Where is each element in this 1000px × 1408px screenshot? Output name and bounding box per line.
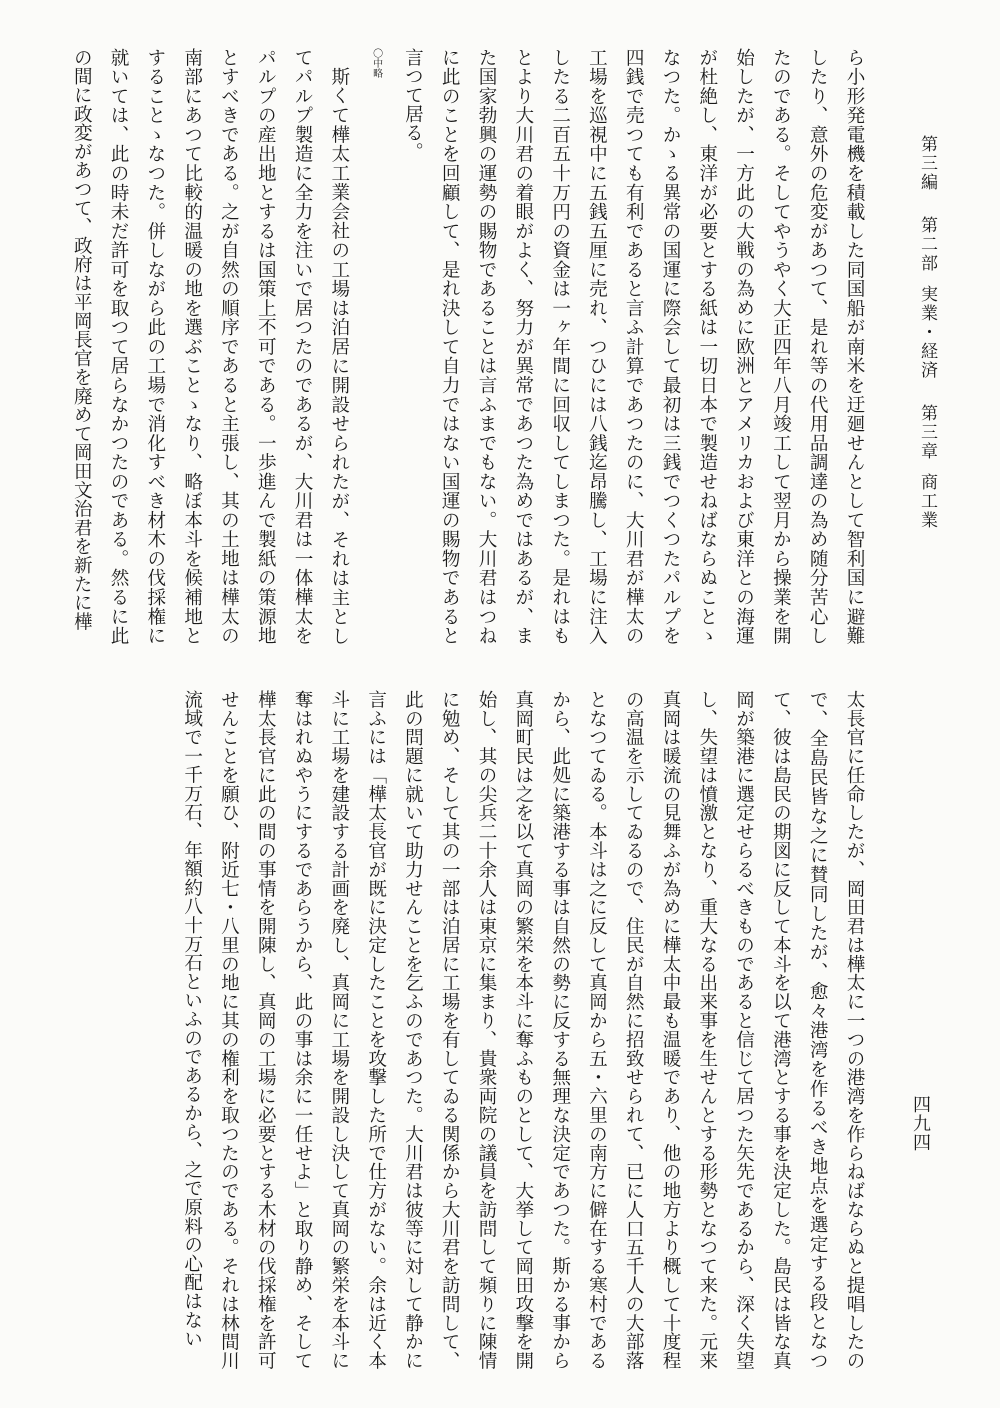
header-chapter: 第三章	[917, 404, 937, 461]
paragraph: 斯くて樺太工業会社の工場は泊居に開設せられたが、それは主としてパルプ製造に全力を注いで居つたのであるが、大川君は一体樺太をパルプの産出地とするは国策上不可である。一歩進んで製紙の策源地とすべきである。之が自然の順序であると主張し、其の土地は樺太の南部にあつて比較的温暖の地を選ぶことゝなり、略ぼ本斗を候補地とすることゝなつた。併しながら此の工場で消化すべき材木の伐採権に就いては、此の時未だ許可を取つて居らなかつたのである。然るに此の間に政変があつて、政府は平岡長官を廃めて岡田文治君を新たに樺	[71, 48, 350, 645]
paragraph: ら小形発電機を積載した同国船が南米を迂廻せんとして智利国に避難したり、意外の危変があつて、是れ等の代用品調達の為め随分苦心したのである。そしてやうやく大正四年八月竣工して翌月から操業を開始したが、一方此の大戦の為めに欧洲とアメリカおよび東洋との海運が杜絶し、東洋が必要とする紙は一切日本で製造せねばならぬことゝなつた。かゝる異常の国運に際会して最初は三銭でつくつたパルプを四銭で売つても有利であると言ふ計算であつたのに、大川君が樺太の工場を巡視中に五銭五厘に売れ、つひには八銭迄昂騰し、工場に注入したる二百五十万円の資金は一ヶ年間に回収してしまつた。是れはもとより大川君の着眼がよく、努力が異常であつた為めではあるが、また国家勃興の運勢の賜物であることは言ふまでもない。大川君はつねに此のことを回顧して、是れ決して自力ではない国運の賜物であると言つて居る。	[402, 48, 865, 645]
page-number: 四九四	[910, 1095, 931, 1152]
paragraph: 太長官に任命したが、岡田君は樺太に一つの港湾を作らねばならぬと提唱したので、全島民皆な之に賛同したが、愈々港湾を作るべき地点を選定する段となつて、彼は島民の期図に反して本斗を以て港湾とする事を決定した。島民は皆な真岡が築港に選定せらるべきものであると信じて居つた矢先であるから、深く失望し、失望は憤激となり、重大なる出来事を生せんとする形勢となつて来た。元来真岡は暖流の見舞ふが為めに樺太中最も温暖であり、他の地方より概して十度程の高温を示してゐるので、住民が自然に招致せられて、已に人口五千人の大部落となつてゐる。本斗は之に反して真岡から五・六里の南方に僻在する寒村であるから、此処に築港する事は自然の勢に反する無理な決定であつた。斯かる事から真岡町民は之を以て真岡の繁栄を本斗に奪ふものとして、大挙して岡田攻撃を開始し、其の尖兵二十余人は東京に集まり、貴衆両院の議員を訪問して頻りに陳情に勉め、そして其の一部は泊居に工場を有してゐる関係から大川君を訪問して、此の問題に就いて助力せんことを乞ふのであつた。大川君は彼等に対して静かに言ふには「樺太長官が既に決定したことを攻撃した所で仕方がない。余は近く本斗に工場を建設する計画を廃し、真岡に工場を開設し決して真岡の繁栄を本斗に奪はれぬやうにするであらうから、此の事は余に一任せよ」と取り静め、そして樺太長官に此の間の事情を開陳し、真岡の工場に必要とする木材の伐採権を許可せんことを願ひ、附近七・八里の地に其の権利を取つたのである。それは林間川流域で一千万石、年額約八十万石といふのであるから、之で原料の心配はない	[181, 690, 865, 1370]
omission-note: 〇中略	[370, 48, 382, 78]
running-header	[895, 135, 935, 655]
header-subject: 実業・経済	[917, 285, 937, 380]
text-block-lower	[58, 690, 872, 1370]
header-section: 第二部	[917, 216, 937, 273]
text-block-upper	[62, 48, 872, 645]
header-part: 第三編	[917, 135, 937, 192]
header-chapter-title: 商工業	[917, 473, 937, 530]
